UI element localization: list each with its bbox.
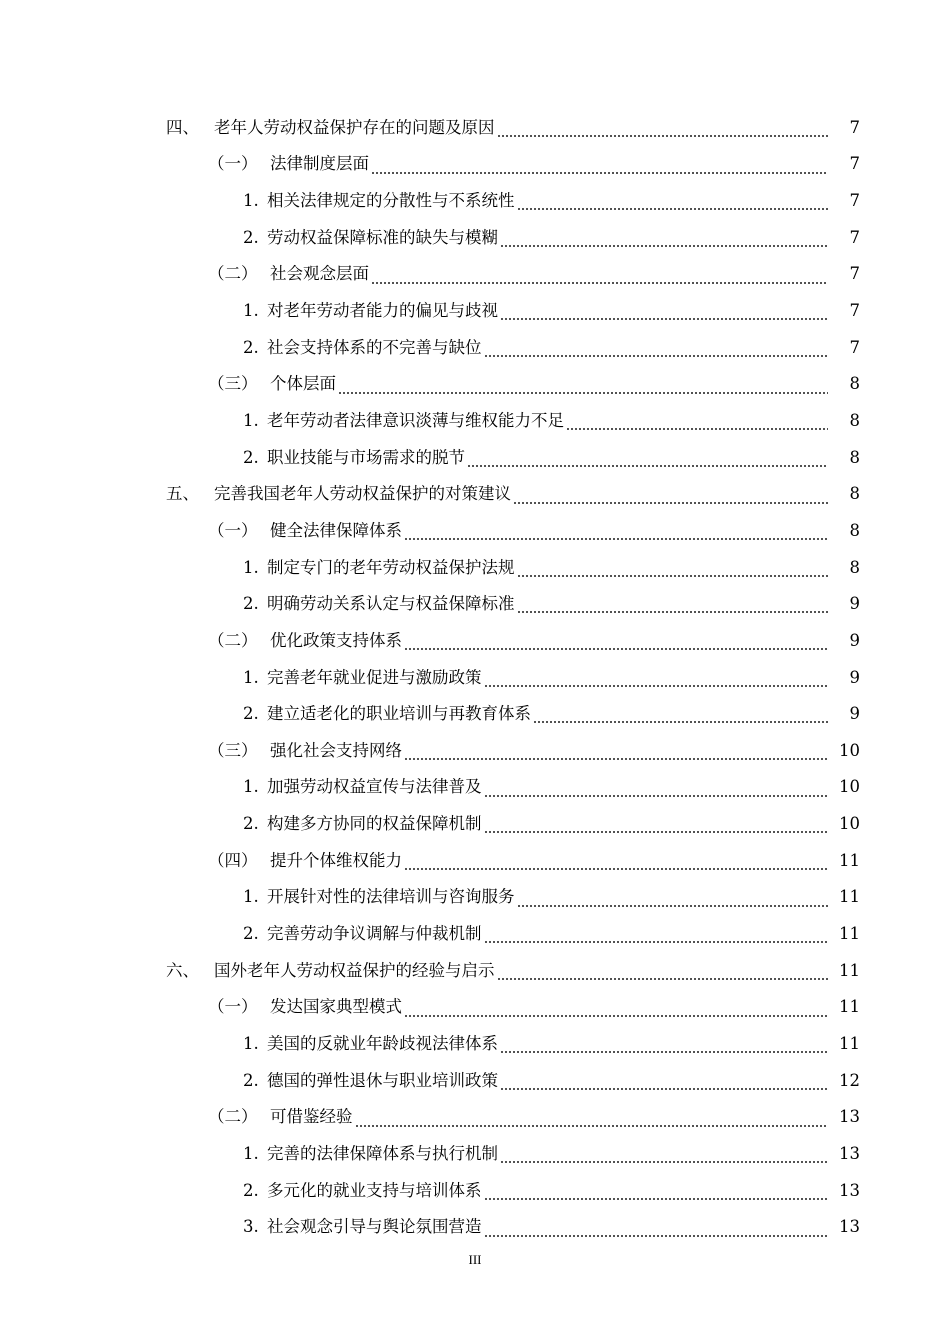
toc-entry-page: 7 [849, 264, 860, 284]
toc-entry[interactable] [0, 147, 950, 183]
toc-entry[interactable] [0, 440, 950, 476]
toc-entry-number: （二） [208, 630, 258, 650]
toc-entry-title: 健全法律保障体系 [270, 520, 402, 540]
toc-entry-number: （二） [208, 1107, 258, 1127]
toc-entry-number: （三） [208, 740, 258, 760]
toc-dot-leader [484, 1219, 829, 1237]
toc-entry-heading [243, 303, 498, 320]
toc-entry-title: 完善老年就业促进与激励政策 [267, 667, 482, 687]
toc-entry-heading [243, 447, 465, 467]
toc-entry-number: 2. [243, 447, 259, 467]
toc-entry-number: （二） [208, 264, 258, 284]
toc-entry-page: 11 [839, 924, 860, 944]
toc-entry-title: 加强劳动权益宣传与法律普及 [267, 777, 482, 797]
toc-entry-heading [243, 779, 482, 796]
toc-entry-heading [243, 1180, 482, 1200]
toc-dot-leader [404, 853, 828, 871]
toc-entry[interactable] [0, 806, 950, 842]
toc-entry-title: 对老年劳动者能力的偏见与歧视 [267, 301, 498, 320]
toc-entry-title: 多元化的就业支持与培训体系 [267, 1180, 482, 1200]
toc-entry-title: 老年劳动者法律意识淡薄与维权能力不足 [267, 410, 564, 430]
toc-entry[interactable] [0, 1173, 950, 1209]
toc-entry-number: （一） [208, 997, 258, 1017]
toc-entry-number: 1. [243, 1034, 259, 1053]
toc-entry[interactable] [0, 990, 950, 1026]
toc-entry-page: 9 [849, 704, 860, 724]
toc-entry-page: 7 [849, 301, 860, 320]
toc-entry[interactable] [0, 733, 950, 769]
toc-entry-number: （四） [208, 850, 258, 870]
toc-entry-heading [243, 410, 564, 430]
toc-entry-page: 10 [839, 740, 860, 760]
toc-entry-page: 7 [849, 191, 860, 211]
toc-entry-number: 1. [243, 410, 259, 430]
toc-entry[interactable] [0, 220, 950, 256]
toc-entry-title: 完善劳动争议调解与仲裁机制 [267, 924, 482, 944]
toc-entry-title: 开展针对性的法律培训与咨询服务 [267, 887, 515, 907]
toc-entry-title: 社会观念引导与舆论氛围营造 [267, 1217, 482, 1237]
toc-entry-number: 1. [243, 887, 259, 907]
toc-dot-leader [513, 486, 828, 504]
toc-entry-page: 9 [849, 667, 860, 687]
toc-entry-number: 1. [243, 557, 259, 577]
toc-entry-heading [208, 999, 402, 1016]
toc-entry[interactable] [0, 293, 950, 329]
toc-entry[interactable] [0, 367, 950, 403]
toc-dot-leader [500, 1146, 828, 1164]
toc-entry-title: 老年人劳动权益保护存在的问题及原因 [214, 117, 495, 137]
toc-entry-number: 3. [243, 1217, 259, 1237]
toc-entry-heading [243, 596, 515, 613]
toc-entry-heading [243, 227, 498, 247]
toc-dot-leader [517, 596, 829, 614]
toc-entry[interactable] [0, 1026, 950, 1062]
toc-entry[interactable] [0, 623, 950, 659]
toc-dot-leader [371, 157, 828, 175]
toc-entry-title: 个体层面 [270, 374, 336, 394]
toc-entry-page: 7 [849, 337, 860, 357]
toc-entry[interactable] [0, 257, 950, 293]
toc-entry[interactable] [0, 660, 950, 696]
toc-entry-title: 完善我国老年人劳动权益保护的对策建议 [214, 484, 511, 504]
toc-dot-leader [517, 193, 829, 211]
toc-entry-title: 社会观念层面 [270, 264, 369, 284]
toc-entry-title: 国外老年人劳动权益保护的经验与启示 [214, 960, 495, 980]
toc-entry[interactable] [0, 330, 950, 366]
toc-entry-heading [243, 706, 531, 723]
toc-entry-title: 可借鉴经验 [270, 1107, 353, 1127]
toc-entry-number: 1. [243, 191, 259, 211]
toc-entry-page: 8 [849, 374, 860, 394]
toc-entry-title: 构建多方协同的权益保障机制 [267, 814, 482, 834]
toc-entry-number: 2. [243, 924, 259, 944]
toc-dot-leader [533, 706, 828, 724]
toc-entry-number: 五、 [166, 484, 199, 504]
toc-entry-number: 六、 [166, 960, 199, 980]
page-footer-number: III [468, 1252, 482, 1267]
toc-entry-number: 1. [243, 301, 259, 320]
toc-entry-number: 2. [243, 1180, 259, 1200]
toc-entry-page: 11 [839, 850, 860, 870]
toc-entry-page: 8 [849, 410, 860, 430]
toc-entry-number: 2. [243, 227, 259, 247]
toc-entry-heading [243, 1036, 498, 1053]
toc-dot-leader [338, 376, 828, 394]
toc-entry-number: 2. [243, 1070, 259, 1090]
toc-entry-page: 11 [839, 997, 860, 1017]
toc-dot-leader [484, 340, 829, 358]
toc-entry[interactable] [0, 513, 950, 549]
toc-entry-heading [208, 376, 336, 393]
toc-entry-heading [208, 1109, 353, 1126]
toc-entry-page: 8 [849, 557, 860, 577]
toc-entry-heading [243, 926, 482, 943]
toc-entry-page: 11 [839, 1034, 860, 1053]
toc-entry-title: 职业技能与市场需求的脱节 [267, 447, 465, 467]
toc-entry-page: 11 [839, 960, 860, 980]
toc-dot-leader [467, 450, 828, 468]
toc-entry-heading [243, 1143, 498, 1163]
toc-dot-leader [371, 266, 828, 284]
toc-entry-heading [243, 557, 515, 577]
toc-dot-leader [500, 230, 828, 248]
toc-dot-leader [484, 670, 829, 688]
toc-entry[interactable] [0, 110, 950, 146]
toc-dot-leader [355, 1109, 829, 1127]
toc-entry-heading [243, 667, 482, 687]
toc-entry-page: 7 [849, 117, 860, 137]
toc-entry[interactable] [0, 1136, 950, 1172]
toc-entry-title: 明确劳动关系认定与权益保障标准 [267, 594, 515, 614]
toc-entry-number: （一） [208, 520, 258, 540]
toc-entry-title: 发达国家典型模式 [270, 997, 402, 1017]
toc-entry-title: 相关法律规定的分散性与不系统性 [267, 191, 515, 211]
toc-entry-page: 8 [849, 447, 860, 467]
toc-entry-title: 德国的弹性退休与职业培训政策 [267, 1070, 498, 1090]
toc-dot-leader [517, 890, 829, 908]
toc-entry-number: 1. [243, 1143, 259, 1163]
toc-entry[interactable] [0, 477, 950, 513]
toc-entry[interactable] [0, 843, 950, 879]
toc-entry-heading [243, 816, 482, 833]
toc-entry-number: 1. [243, 667, 259, 687]
toc-entry-heading [166, 117, 495, 137]
toc-entry[interactable] [0, 770, 950, 806]
toc-entry-page: 12 [839, 1070, 860, 1090]
toc-entry-page: 8 [849, 484, 860, 504]
toc-entry-heading [208, 520, 402, 540]
toc-entry[interactable] [0, 550, 950, 586]
toc-entry[interactable] [0, 953, 950, 989]
toc-entry[interactable] [0, 1210, 950, 1246]
toc-entry-number: 1. [243, 777, 259, 797]
toc-entry[interactable] [0, 916, 950, 952]
toc-entry-page: 7 [849, 227, 860, 247]
toc-entry-heading [208, 156, 369, 173]
toc-entry-title: 提升个体维权能力 [270, 850, 402, 870]
toc-entry-title: 美国的反就业年龄歧视法律体系 [267, 1034, 498, 1053]
toc-entry[interactable] [0, 1100, 950, 1136]
toc-dot-leader [500, 303, 828, 321]
toc-entry-title: 劳动权益保障标准的缺失与模糊 [267, 227, 498, 247]
toc-entry-page: 11 [839, 887, 860, 907]
toc-dot-leader [404, 743, 828, 761]
toc-entry-title: 法律制度层面 [270, 154, 369, 174]
toc-dot-leader [484, 926, 829, 944]
toc-entry-number: 2. [243, 337, 259, 357]
toc-dot-leader [497, 963, 829, 981]
toc-entry-number: （一） [208, 154, 258, 174]
toc-dot-leader [500, 1036, 828, 1054]
toc-entry-heading [208, 740, 402, 760]
toc-entry[interactable] [0, 1063, 950, 1099]
toc-entry-number: 2. [243, 704, 259, 724]
toc-entry-page: 9 [849, 630, 860, 650]
toc-entry[interactable] [0, 586, 950, 622]
toc-dot-leader [497, 120, 829, 138]
toc-entry-title: 完善的法律保障体系与执行机制 [267, 1143, 498, 1163]
toc-dot-leader [484, 1183, 829, 1201]
toc-entry-heading [243, 337, 482, 357]
toc-entry-heading [243, 193, 515, 210]
toc-entry-heading [243, 1070, 498, 1090]
toc-dot-leader [500, 1073, 828, 1091]
toc-entry-number: 四、 [166, 117, 199, 137]
toc-entry[interactable] [0, 183, 950, 219]
toc-entry-page: 13 [839, 1180, 860, 1200]
toc-entry-title: 优化政策支持体系 [270, 630, 402, 650]
toc-entry-page: 13 [839, 1143, 860, 1163]
toc-entry[interactable] [0, 880, 950, 916]
toc-entry-heading [208, 630, 402, 650]
toc-entry-page: 13 [839, 1107, 860, 1127]
toc-entry-page: 13 [839, 1217, 860, 1237]
toc-entry-title: 强化社会支持网络 [270, 740, 402, 760]
toc-dot-leader [404, 999, 828, 1017]
toc-entry-title: 制定专门的老年劳动权益保护法规 [267, 557, 515, 577]
toc-entry-title: 社会支持体系的不完善与缺位 [267, 337, 482, 357]
toc-entry-number: 2. [243, 814, 259, 834]
toc-entry-page: 9 [849, 594, 860, 614]
toc-entry-page: 10 [839, 814, 860, 834]
toc-entry-number: （三） [208, 374, 258, 394]
toc-dot-leader [566, 413, 828, 431]
toc-dot-leader [484, 780, 829, 798]
toc-entry-heading [243, 889, 515, 906]
toc-entry-title: 建立适老化的职业培训与再教育体系 [267, 704, 531, 724]
toc-dot-leader [517, 560, 829, 578]
toc-dot-leader [404, 633, 828, 651]
toc-entry-page: 8 [849, 520, 860, 540]
toc-entry-heading [208, 266, 369, 283]
toc-entry-heading [243, 1219, 482, 1236]
toc-entry-page: 7 [849, 154, 860, 174]
toc-dot-leader [404, 523, 828, 541]
toc-entry-number: 2. [243, 594, 259, 614]
toc-entry[interactable] [0, 696, 950, 732]
toc-entry[interactable] [0, 403, 950, 439]
toc-entry-heading [208, 850, 402, 870]
toc-entry-heading [166, 960, 495, 980]
toc-entry-page: 10 [839, 777, 860, 797]
toc-entry-heading [166, 486, 511, 503]
toc-dot-leader [484, 816, 829, 834]
